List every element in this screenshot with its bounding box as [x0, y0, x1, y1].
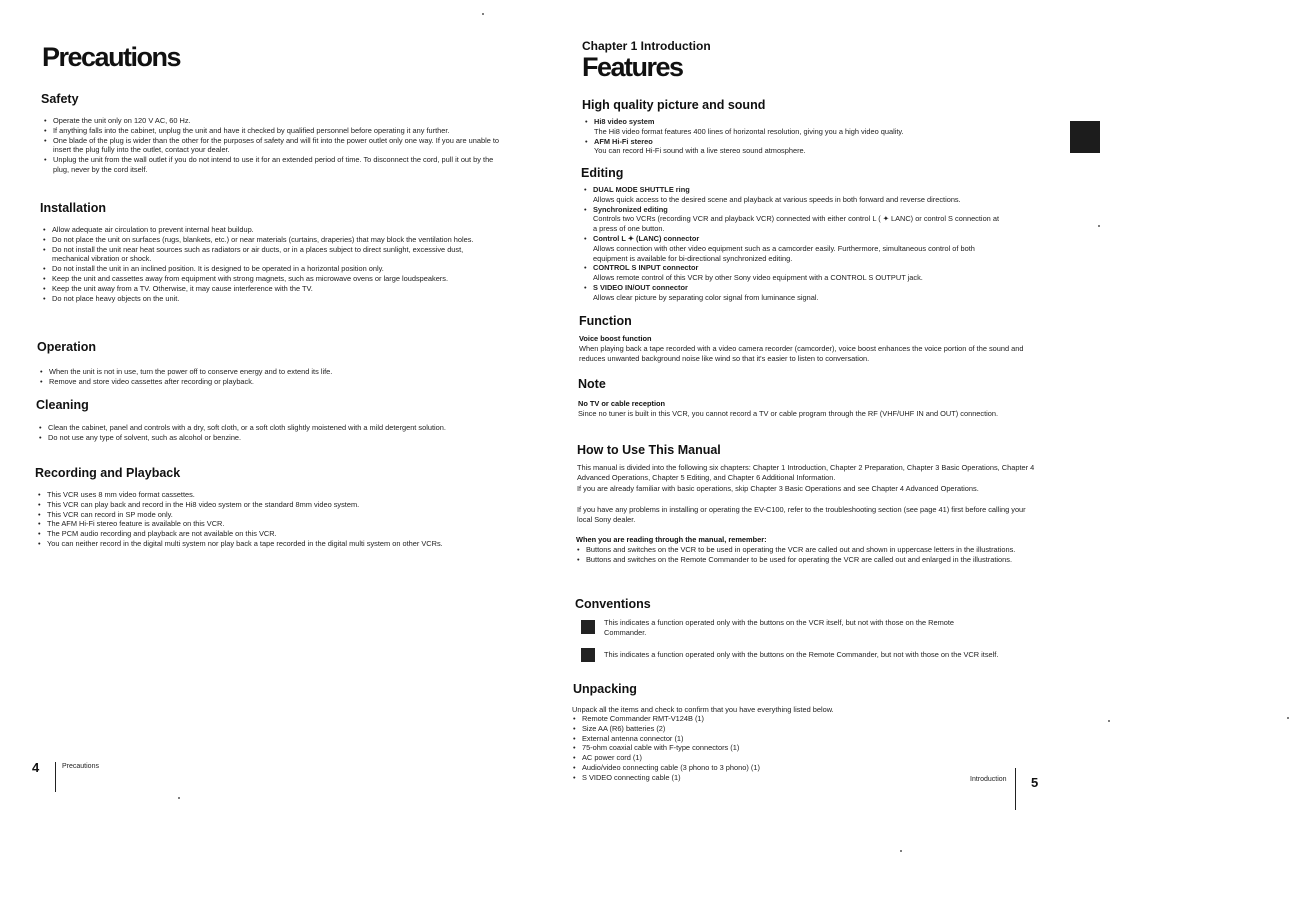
list-item: • Keep the unit and cassettes away from equipment with strong magnets, such as microwave ovens or large loudspeakers.	[40, 274, 500, 284]
scan-speck	[900, 850, 902, 852]
section-heading-unpacking: Unpacking	[573, 682, 637, 696]
note-subheading: No TV or cable reception	[578, 399, 666, 408]
section-heading-editing: Editing	[581, 166, 624, 180]
list-item: • Buttons and switches on the VCR to be used in operating the VCR are called out and shown in uppercase letters in the illustrations.	[574, 545, 1044, 555]
section-heading-note: Note	[578, 377, 606, 391]
list-item: • Keep the unit away from a TV. Otherwise, it may cause interference with the TV.	[40, 284, 500, 294]
cleaning-list	[36, 423, 496, 443]
page-number: 4	[32, 760, 40, 775]
section-heading-how-to: How to Use This Manual	[577, 443, 721, 457]
list-item: • Unplug the unit from the wall outlet if you do not intend to use it for an extended period of time. To disconnect the cord, pull it out by the plug, never by the cord itself.	[41, 155, 501, 175]
page-title: Features	[582, 52, 683, 82]
section-heading-conventions: Conventions	[575, 597, 651, 611]
footer-label: Precautions	[62, 763, 99, 770]
page-title: Precautions	[42, 42, 181, 72]
list-item: • Synchronized editing Controls two VCRs (recording VCR and playback VCR) connected with either control L ( ✦ LANC) or control S connection at a press of one button.	[581, 205, 1001, 234]
section-heading-safety: Safety	[41, 92, 79, 106]
footer-rule	[55, 762, 56, 792]
page-number: 5	[1031, 775, 1039, 790]
section-heading-cleaning: Cleaning	[36, 398, 89, 412]
remote-commander-icon	[581, 648, 595, 662]
scan-speck	[1287, 717, 1289, 719]
list-item: • You can neither record in the digital multi system nor play back a tape recorded in the digital multi system on other VCRs.	[35, 539, 495, 549]
list-item: • Do not place the unit on surfaces (rugs, blankets, etc.) or near materials (curtains, draperies) that may block the ventilation holes.	[40, 235, 500, 245]
safety-list	[41, 116, 501, 175]
scan-speck	[482, 13, 484, 15]
section-heading-operation: Operation	[37, 340, 97, 354]
chapter-tab	[1070, 121, 1100, 153]
recording-list	[35, 490, 495, 549]
list-item: • Buttons and switches on the Remote Commander to be used for operating the VCR are called out and enlarged in the illustrations.	[574, 555, 1044, 565]
list-item: • AFM Hi-Fi stereo You can record Hi-Fi sound with a live stereo sound atmosphere.	[582, 137, 982, 157]
list-item: • External antenna connector (1)	[570, 734, 870, 744]
list-item: • CONTROL S INPUT connector Allows remote control of this VCR by other Sony video equipment with a CONTROL S OUTPUT jack.	[581, 263, 1001, 283]
list-item: • This VCR can play back and record in the Hi8 video system or the standard 8mm video system.	[35, 500, 495, 510]
function-subheading: Voice boost function	[579, 334, 652, 343]
function-text: When playing back a tape recorded with a video camera recorder (camcorder), voice boost enhances the voice portion of the sound and reduces unwanted background noise like wind so that it's easier to listen to conversation.	[579, 344, 1024, 363]
list-item: • This VCR can record in SP mode only.	[35, 510, 495, 520]
note-text: Since no tuner is built in this VCR, you cannot record a TV or cable program through the RF (VHF/UHF IN and OUT) connection.	[578, 409, 999, 418]
list-item: • 75-ohm coaxial cable with F-type connectors (1)	[570, 743, 870, 753]
how-to-subheading: When you are reading through the manual, remember:	[576, 535, 767, 544]
scan-speck	[1108, 720, 1110, 722]
list-item: • When the unit is not in use, turn the power off to conserve energy and to extend its life.	[37, 367, 497, 377]
section-heading-high-quality: High quality picture and sound	[582, 98, 766, 112]
operation-list	[37, 367, 497, 387]
convention-vcr-text: This indicates a function operated only with the buttons on the VCR itself, but not with those on the Remote Commander.	[604, 618, 955, 637]
scan-speck	[1098, 225, 1100, 227]
list-item: • Control L ✦ (LANC) connector Allows connection with other video equipment such as a camcorder easily. Furthermore, simultaneous control of both equipment is available for bi-directional synchronized editing.	[581, 234, 1001, 263]
list-item: • Audio/video connecting cable (3 phono to 3 phono) (1)	[570, 763, 870, 773]
unpacking-intro: Unpack all the items and check to confirm that you have everything listed below.	[572, 705, 834, 714]
high-quality-list	[582, 117, 982, 156]
list-item: • One blade of the plug is wider than the other for the purposes of safety and will fit into the power outlet only one way. If you are unable to insert the plug fully into the outlet, contact your dealer.	[41, 136, 501, 156]
vcr-button-icon	[581, 620, 595, 634]
how-to-text-1: This manual is divided into the following six chapters: Chapter 1 Introduction, Chapter 2 Preparation, Chapter 3 Basic Operations, Chapter 4 Advanced Operations, Chapter 5 Editing, and Chapter 6 Additional Information.	[577, 463, 1035, 482]
how-to-text-2: If you are already familiar with basic operations, skip Chapter 3 Basic Operations and see Chapter 4 Advanced Operations.	[577, 484, 979, 493]
list-item: • Remove and store video cassettes after recording or playback.	[37, 377, 497, 387]
list-item: • Do not install the unit in an inclined position. It is designed to be operated in a horizontal position only.	[40, 264, 500, 274]
footer-label: Introduction	[970, 776, 1007, 783]
footer-rule	[1015, 768, 1016, 810]
list-item: • Size AA (R6) batteries (2)	[570, 724, 870, 734]
list-item: • Clean the cabinet, panel and controls with a dry, soft cloth, or a soft cloth slightly moistened with a mild detergent solution.	[36, 423, 496, 433]
list-item: • Remote Commander RMT-V124B (1)	[570, 714, 870, 724]
list-item: • Do not install the unit near heat sources such as radiators or air ducts, or in a places subject to direct sunlight, excessive dust, mechanical vibration or shock.	[40, 245, 500, 265]
scan-speck	[178, 797, 180, 799]
list-item: • S VIDEO IN/OUT connector Allows clear picture by separating color signal from luminance signal.	[581, 283, 1001, 303]
list-item: • Allow adequate air circulation to prevent internal heat buildup.	[40, 225, 500, 235]
list-item: • If anything falls into the cabinet, unplug the unit and have it checked by qualified personnel before operating it any further.	[41, 126, 501, 136]
section-heading-function: Function	[579, 314, 632, 328]
section-heading-installation: Installation	[40, 201, 106, 215]
list-item: • Do not use any type of solvent, such as alcohol or benzine.	[36, 433, 496, 443]
installation-list	[40, 225, 500, 303]
list-item: • This VCR uses 8 mm video format cassettes.	[35, 490, 495, 500]
section-heading-recording: Recording and Playback	[35, 466, 181, 480]
list-item: • S VIDEO connecting cable (1)	[570, 773, 870, 783]
how-to-list	[574, 545, 1044, 565]
list-item: • DUAL MODE SHUTTLE ring Allows quick access to the desired scene and playback at various speeds in both forward and reverse directions.	[581, 185, 1001, 205]
chapter-label: Chapter 1 Introduction	[582, 39, 711, 53]
list-item: • AC power cord (1)	[570, 753, 870, 763]
list-item: • Do not place heavy objects on the unit.	[40, 294, 500, 304]
list-item: • The PCM audio recording and playback are not available on this VCR.	[35, 529, 495, 539]
how-to-text-3: If you have any problems in installing or operating the EV-C100, refer to the troubleshooting section (see page 41) first before calling your local Sony dealer.	[577, 505, 1026, 524]
unpacking-list	[570, 714, 870, 783]
convention-remote-text: This indicates a function operated only with the buttons on the Remote Commander, but not with those on the VCR itself.	[604, 650, 999, 659]
list-item: • The AFM Hi-Fi stereo feature is available on this VCR.	[35, 519, 495, 529]
list-item: • Operate the unit only on 120 V AC, 60 Hz.	[41, 116, 501, 126]
list-item: • Hi8 video system The Hi8 video format features 400 lines of horizontal resolution, giving you a high video quality.	[582, 117, 982, 137]
editing-list	[581, 185, 1001, 303]
